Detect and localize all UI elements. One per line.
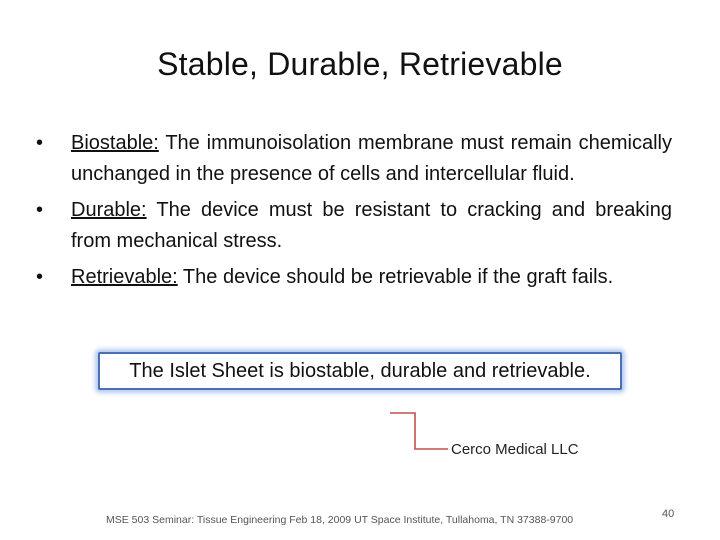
bullet-list bbox=[36, 128, 672, 298]
bullet-marker: • bbox=[36, 266, 44, 288]
bullet-term: Durable: bbox=[71, 199, 147, 221]
page-number: 40 bbox=[662, 508, 675, 520]
connector-path bbox=[390, 413, 448, 449]
bullet-term: Biostable: bbox=[71, 132, 159, 154]
source-label: Cerco Medical LLC bbox=[451, 441, 579, 458]
bullet-text: The immunoisolation membrane must remain chemically unchanged in the presence of cells and intercellular fluid. bbox=[71, 132, 673, 185]
bullet-term: Retrievable: bbox=[71, 266, 178, 288]
callout-text: The Islet Sheet is biostable, durable and retrievable. bbox=[129, 359, 591, 382]
callout-box bbox=[98, 352, 622, 390]
bullet-retrievable bbox=[36, 262, 672, 293]
bullet-biostable bbox=[36, 128, 672, 190]
slide-title: Stable, Durable, Retrievable bbox=[157, 46, 563, 82]
bullet-marker: • bbox=[36, 132, 44, 154]
footer-text: MSE 503 Seminar: Tissue Engineering Feb 18, 2009 UT Space Institute, Tullahoma, TN 37388-9700 bbox=[106, 514, 574, 526]
bullet-marker: • bbox=[36, 199, 44, 221]
bullet-text: The device should be retrievable if the graft fails. bbox=[182, 266, 614, 288]
bullet-durable bbox=[36, 195, 672, 257]
bullet-text: The device must be resistant to cracking and breaking from mechanical stress. bbox=[71, 199, 673, 252]
connector-line bbox=[380, 405, 450, 455]
